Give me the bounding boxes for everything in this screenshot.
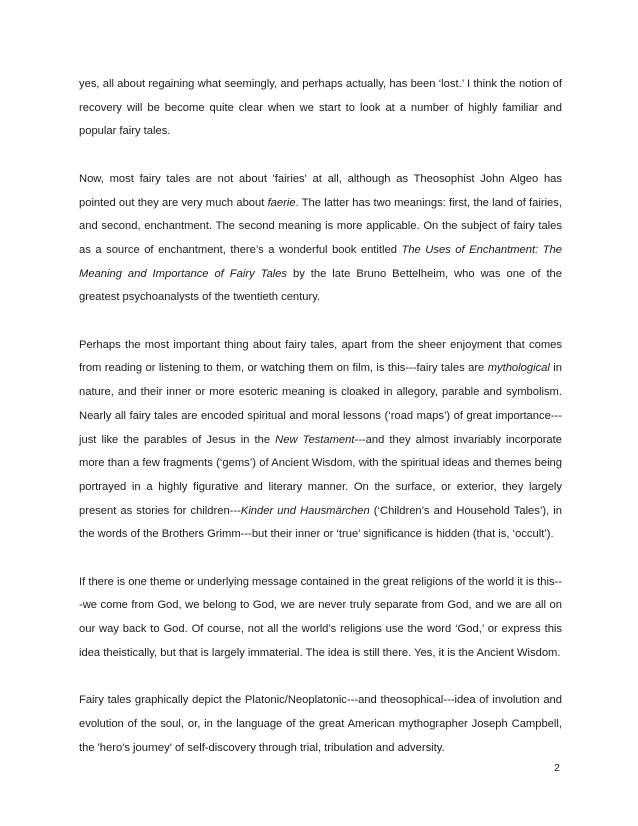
body-text [79,73,562,760]
paragraph [79,571,562,666]
paragraph [79,73,562,144]
text-run: by the late Bruno Bettelheim, who was one of the greatest psychoanalysts of the twentieth century. [79,267,562,304]
paragraph [79,689,562,760]
italic-run: Kinder und Hausmärchen [240,504,370,517]
text-run: yes, all about regaining what seemingly, and perhaps actually, has been ‘lost.’ I think the notion of recovery will be become quite clear when we start to look at a number of highly familiar and popular fairy tales. [79,78,562,138]
italic-run: mythological [487,362,550,375]
text-run: ---and they almost invariably incorporate more than a few fragments (‘gems’) of Ancient Wisdom, with the spiritual ideas and themes being portrayed in a highly figurative and literary manner. On the surface, or exterior, they largely present as stories for children--- [79,433,562,517]
text-run: in nature, and their inner or more esoteric meaning is cloaked in allegory, parable and symbolism. Nearly all fairy tales are encoded spiritual and moral lessons (‘road maps’) of great importance---just like the parables of Jesus in the [79,362,562,446]
italic-run: faerie [267,196,296,209]
text-run: Now, most fairy tales are not about 'fairies' at all, although as Theosophist John Algeo has pointed out they are very much about [79,172,562,209]
paragraph [79,168,562,310]
text-run: (‘Children’s and Household Tales’), in the words of the Brothers Grimm---but their inner or ‘true’ significance is hidden (that is, ‘occult’). [79,504,562,541]
italic-run: The Uses of Enchantment: The Meaning and Importance of Fairy Tales [79,243,563,280]
text-run: Fairy tales graphically depict the Platonic/Neoplatonic---and theosophical---idea of involution and evolution of the soul, or, in the language of the great American mythographer Joseph Campbell, the 'hero's journey' of self-discovery through trial, tribulation and adversity. [79,694,562,754]
page-number: 2 [554,762,560,774]
text-run: If there is one theme or underlying message contained in the great religions of the world it is this---we come from God, we belong to God, we are never truly separate from God, and we are all on our way back to God. Of course, not all the world’s religions use the word ‘God,’ or express this idea theistically, but that is largely immaterial. The idea is still there. Yes, it is the Ancient Wisdom. [79,575,562,659]
text-run: Perhaps the most important thing about fairy tales, apart from the sheer enjoyment that comes from reading or listening to them, or watching them on film, is this---fairy tales are [79,338,562,375]
text-run: . The latter has two meanings: first, the land of fairies, and second, enchantment. The second meaning is more applicable. On the subject of fairy tales as a source of enchantment, there’s a wonderful book entitled [79,196,562,256]
italic-run: New Testament [275,433,355,446]
paragraph [79,334,562,547]
